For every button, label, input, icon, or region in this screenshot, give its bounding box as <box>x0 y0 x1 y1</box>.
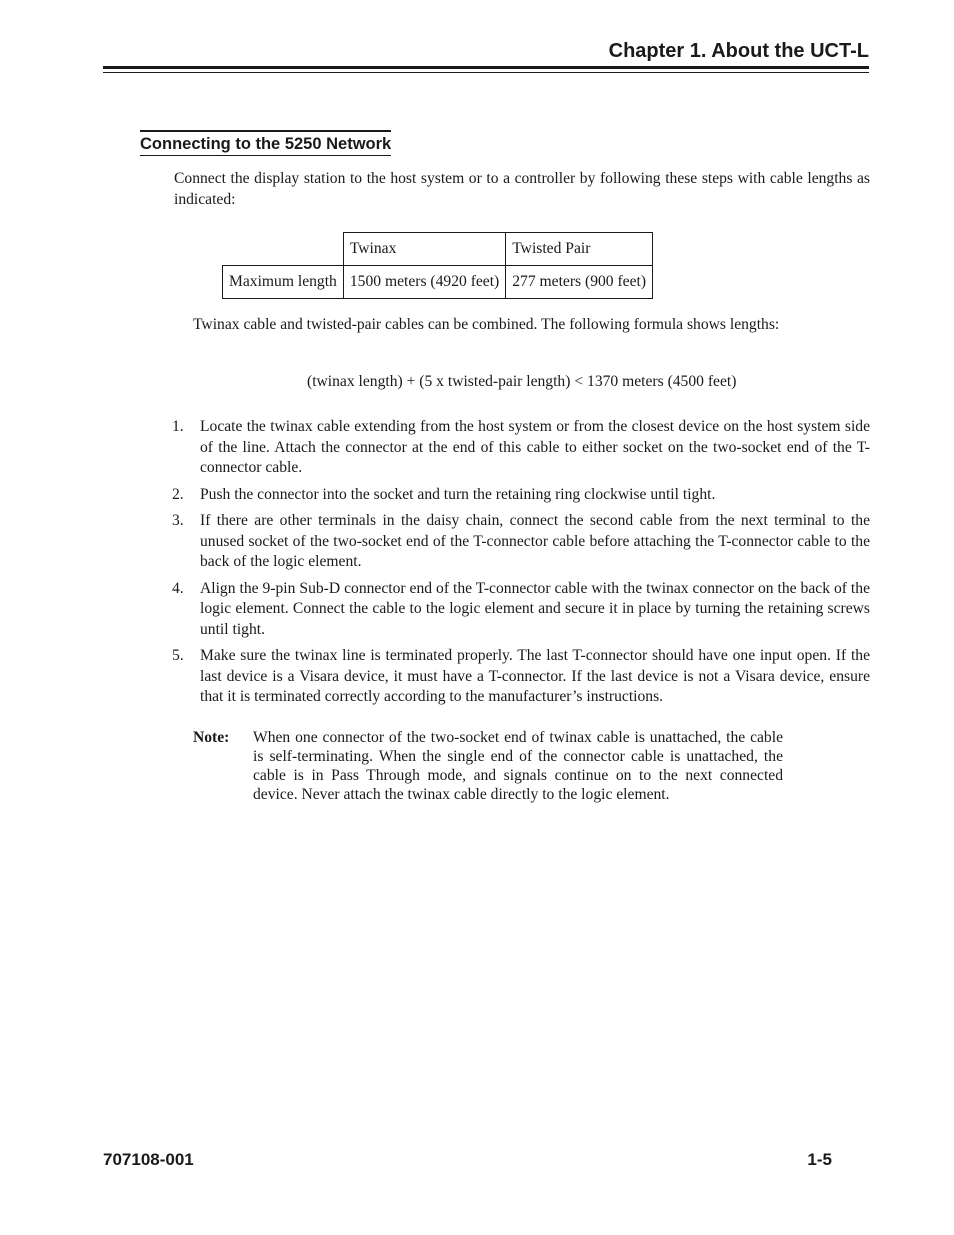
note-text: When one connector of the two-socket end of twinax cable is unattached, the cable is self-terminating. When the single end of the connector cable is unattached, the cable is in Pass Through mode, and signals continue on to the next connected device. Never attach the twinax cable directly to the logic element. <box>253 729 783 803</box>
table-header-cell: Twinax <box>343 233 505 266</box>
step-number: 3. <box>172 512 184 529</box>
step-text: Locate the twinax cable extending from the host system or from the closest device on the host system side of the line. Attach the connector at the end of this cable to either socket on the two-socket end of the T-connector cable. <box>200 418 870 476</box>
length-formula: (twinax length) + (5 x twisted-pair length) < 1370 meters (4500 feet) <box>307 373 737 390</box>
header-rule-thin <box>103 72 869 73</box>
section-title: Connecting to the 5250 Network <box>140 130 391 156</box>
step-text: If there are other terminals in the daisy chain, connect the second cable from the next terminal to the unused socket of the two-socket end of the T-connector cable before attaching the T-connector cable to the back of the logic element. <box>200 512 870 570</box>
table-cell: Maximum length <box>223 266 344 299</box>
steps-list <box>172 417 870 714</box>
step-number: 5. <box>172 647 184 664</box>
step-number: 4. <box>172 579 184 597</box>
note-label: Note: <box>193 729 230 746</box>
header-rule-thick <box>103 66 869 69</box>
step-text: Push the connector into the socket and turn the retaining ring clockwise until tight. <box>200 485 716 503</box>
table-row <box>223 266 653 299</box>
table-cell: 277 meters (900 feet) <box>506 266 653 299</box>
table-header-cell <box>223 233 344 266</box>
table-cell: 1500 meters (4920 feet) <box>343 266 505 299</box>
list-item <box>172 485 870 506</box>
step-text: Make sure the twinax line is terminated properly. The last T-connector should have one input open. If the last device is a Visara device, it must have a T-connector. If the last device is not a Visara device, ensure that it is terminated correctly according to the manufacturer’s instructions. <box>200 647 870 705</box>
combine-paragraph: Twinax cable and twisted-pair cables can be combined. The following formula shows lengths: <box>193 316 780 333</box>
note-block <box>193 728 783 804</box>
list-item <box>172 511 870 573</box>
page-number: 1-5 <box>807 1150 832 1169</box>
table-header-row <box>223 233 653 266</box>
list-item <box>172 646 870 708</box>
intro-paragraph: Connect the display station to the host system or to a controller by following these steps with cable lengths as indicated: <box>174 170 870 208</box>
step-number: 2. <box>172 485 184 503</box>
chapter-title: Chapter 1. About the UCT-L <box>608 40 869 62</box>
list-item <box>172 417 870 479</box>
document-number: 707108-001 <box>103 1150 194 1169</box>
step-text: Align the 9-pin Sub-D connector end of the T-connector cable with the twinax connector on the back of the logic element. Connect the cable to the logic element and secure it in place by turning the retaining screws until tight. <box>200 579 870 638</box>
list-item <box>172 579 870 641</box>
table-header-cell: Twisted Pair <box>506 233 653 266</box>
cable-length-table <box>222 232 653 299</box>
step-number: 1. <box>172 418 184 435</box>
